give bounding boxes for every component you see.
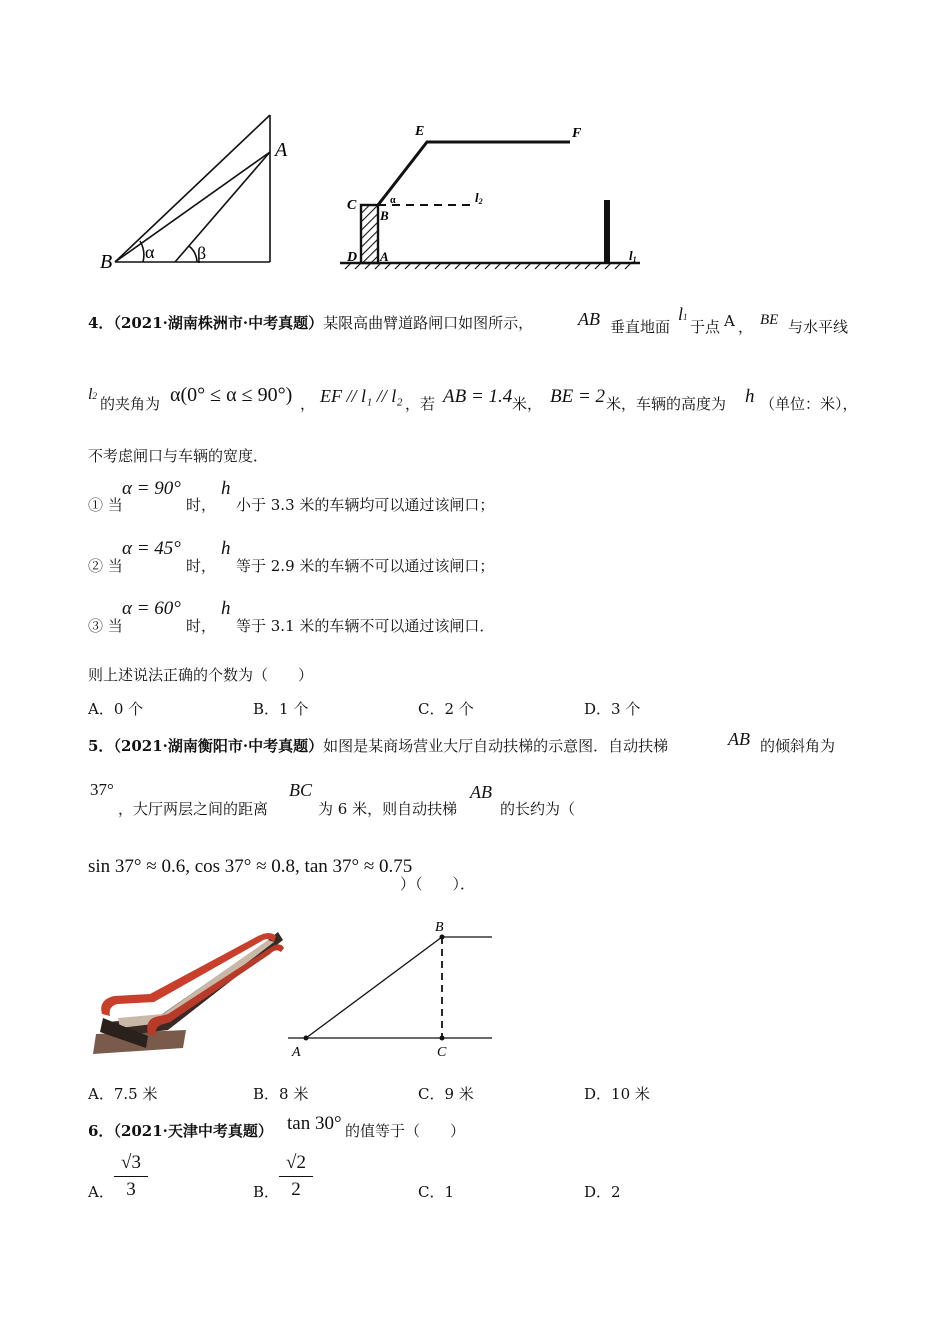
label-alpha: α xyxy=(145,242,155,262)
label-b: B xyxy=(100,251,113,273)
q6-choice-b-fraction[interactable]: √2 2 xyxy=(279,1152,313,1201)
tri-label-c: C xyxy=(437,1045,447,1060)
q4-opt2-alpha: α = 45° xyxy=(122,538,181,559)
figure-gate xyxy=(335,120,655,275)
q4-opt1-alpha: α = 90° xyxy=(122,478,181,499)
q4-h: h xyxy=(745,386,755,407)
q4-choice-b[interactable]: B．1 个 xyxy=(253,700,309,718)
q4-choice-d[interactable]: D．3 个 xyxy=(584,700,641,718)
q6-choice-a-label[interactable]: A． xyxy=(88,1183,114,1201)
figure-angles-triangle xyxy=(95,105,295,275)
q5-trig: sin 37° ≈ 0.6, cos 37° ≈ 0.8, tan 37° ≈ 0.75 xyxy=(88,856,413,877)
tri-label-a: A xyxy=(292,1045,301,1060)
q4-l1: l1 xyxy=(678,304,688,324)
q4-opt3-alpha: α = 60° xyxy=(122,598,181,619)
q5-bc: BC xyxy=(289,780,313,800)
q5-choice-a[interactable]: A．7.5 米 xyxy=(88,1085,158,1103)
q4-ab-eq: AB = 1.4 xyxy=(443,386,513,407)
gate-label-l2: l2 xyxy=(475,190,483,206)
q6-choice-b-label[interactable]: B． xyxy=(253,1183,280,1201)
q4-choice-a[interactable]: A．0 个 xyxy=(88,700,144,718)
q4-number: 4． xyxy=(88,314,114,332)
q4-be: BE xyxy=(760,312,779,328)
gate-label-l1: l1 xyxy=(629,248,637,264)
q5-source: （2021·湖南衡阳市·中考真题） xyxy=(113,737,324,755)
q5-choice-d[interactable]: D．10 米 xyxy=(584,1085,650,1103)
gate-label-e: E xyxy=(415,124,425,139)
q4-line3: 不考虑闸口与车辆的宽度． xyxy=(88,447,269,465)
gate-label-b: B xyxy=(380,208,389,223)
q5-number: 5． xyxy=(88,737,114,755)
q4-choice-c[interactable]: C．2 个 xyxy=(418,700,474,718)
q6-line1 xyxy=(88,1120,273,1141)
label-beta: β xyxy=(197,243,207,263)
q5-line1: 5．（2021·湖南衡阳市·中考真题）如图是某商场营业大厅自动扶梯的示意图．自动扶梯 xyxy=(88,737,669,755)
q4-question: 则上述说法正确的个数为（ ） xyxy=(88,666,314,684)
q4-be-eq: BE = 2 xyxy=(550,386,606,407)
q5-angle: 37° xyxy=(90,780,114,799)
q6-choice-d[interactable]: D．2 xyxy=(584,1183,621,1201)
q6-tan: tan 30° xyxy=(287,1113,342,1134)
gate-label-f: F xyxy=(572,126,582,141)
q5-choice-c[interactable]: C．9 米 xyxy=(418,1085,474,1103)
gate-label-alpha: α xyxy=(390,195,396,206)
q5-ab: AB xyxy=(728,729,750,749)
figure-escalator-triangle xyxy=(280,915,500,1065)
q4-source: （2021·湖南株洲市·中考真题） xyxy=(113,314,324,332)
gate-label-d: D xyxy=(347,250,358,265)
gate-label-c: C xyxy=(347,198,357,213)
q6-source: （2021·天津中考真题） xyxy=(113,1122,273,1140)
q4-alpha-range: α(0° ≤ α ≤ 90°) xyxy=(170,384,293,406)
q4-line1: 4．（2021·湖南株洲市·中考真题）某限高曲臂道路闸口如图所示， xyxy=(88,314,534,332)
q5-ab2: AB xyxy=(470,782,492,802)
q5-choice-b[interactable]: B．8 米 xyxy=(253,1085,309,1103)
q6-number: 6． xyxy=(88,1122,114,1140)
q4-l2: l2 xyxy=(88,386,97,403)
gate-label-a: A xyxy=(380,249,389,264)
tri-label-b: B xyxy=(435,920,444,935)
escalator-photo xyxy=(88,922,288,1062)
q4-parallel: EF // l₁ // l₂ xyxy=(320,386,403,406)
q6-choice-c[interactable]: C．1 xyxy=(418,1183,455,1201)
label-a: A xyxy=(275,139,288,161)
q4-ab: AB xyxy=(578,309,600,329)
q6-choice-a-fraction[interactable]: √3 3 xyxy=(114,1152,148,1201)
